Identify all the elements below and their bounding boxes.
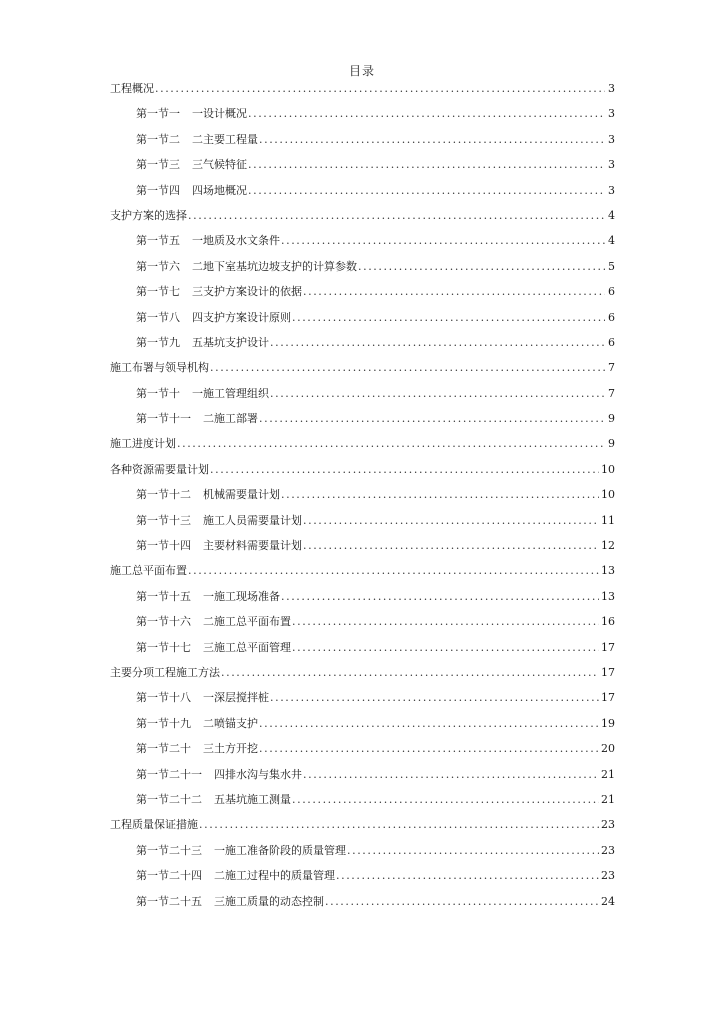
toc-entry-page-number: 24 (601, 894, 615, 908)
toc-entry-page-number: 21 (601, 792, 615, 806)
toc-entry-page-number: 17 (601, 640, 615, 654)
toc-entry-section-number: 第一节十七 (136, 640, 191, 654)
toc-entry-title: 工程概况 (110, 82, 154, 95)
toc-entry-section-number: 第一节五 (136, 234, 180, 248)
toc-dot-leader (270, 387, 605, 400)
toc-entry-title: 二地下室基坑边坡支护的计算参数 (192, 259, 357, 273)
toc-dot-leader (259, 717, 599, 730)
toc-entry-page-number: 10 (601, 462, 615, 476)
toc-entry-page-number: 3 (608, 132, 615, 146)
toc-entry-page-number: 9 (608, 437, 615, 451)
toc-dot-leader (248, 107, 605, 120)
toc-entry-page-number: 17 (601, 691, 615, 705)
toc-section-entry[interactable] (110, 842, 615, 867)
toc-dot-leader (199, 818, 599, 831)
toc-dot-leader (292, 311, 605, 324)
toc-section-entry[interactable] (110, 410, 615, 435)
toc-entry-title: 四排水沟与集水井 (214, 767, 302, 781)
toc-dot-leader (155, 82, 605, 95)
toc-entry-page-number: 7 (608, 361, 615, 375)
toc-entry-section-number: 第一节八 (136, 310, 180, 324)
toc-entry-title: 一施工管理组织 (192, 386, 269, 400)
toc-dot-leader (292, 641, 599, 654)
toc-entry-page-number: 23 (601, 818, 615, 832)
toc-entry-page-number: 23 (601, 869, 615, 883)
toc-entry-title: 一深层搅拌桩 (203, 691, 269, 705)
toc-entry-page-number: 6 (608, 310, 615, 324)
toc-entry-title: 二主要工程量 (192, 132, 258, 146)
toc-dot-leader (270, 336, 605, 349)
toc-dot-leader (325, 895, 599, 908)
toc-section-entry[interactable] (110, 156, 615, 181)
toc-dot-leader (210, 463, 599, 476)
toc-entry-title: 五基坑支护设计 (192, 335, 269, 349)
toc-section-entry[interactable] (110, 766, 615, 791)
toc-entry-title: 二施工部署 (203, 412, 258, 426)
toc-entry-page-number: 3 (608, 158, 615, 172)
toc-dot-leader (259, 412, 605, 425)
toc-entry-section-number: 第一节二十 (136, 742, 191, 756)
toc-dot-leader (347, 844, 599, 857)
toc-entry-title: 三气候特征 (192, 158, 247, 172)
toc-entry-page-number: 9 (608, 412, 615, 426)
toc-section-entry[interactable] (110, 105, 615, 130)
toc-dot-leader (259, 742, 599, 755)
toc-entry-page-number: 17 (601, 665, 615, 679)
toc-chapter-entry[interactable] (110, 207, 615, 232)
toc-entry-section-number: 第一节二十五 (136, 894, 202, 908)
toc-entry-title: 主要分项工程施工方法 (110, 665, 220, 679)
toc-entry-section-number: 第一节二 (136, 132, 180, 146)
toc-dot-leader (188, 564, 599, 577)
toc-entry-section-number: 第一节十一 (136, 412, 191, 426)
toc-dot-leader (303, 539, 599, 552)
toc-chapter-entry[interactable] (110, 80, 615, 105)
toc-entry-section-number: 第一节四 (136, 183, 180, 197)
toc-entry-page-number: 19 (601, 716, 615, 730)
toc-entry-section-number: 第一节十二 (136, 488, 191, 502)
toc-dot-leader (248, 184, 605, 197)
toc-section-entry[interactable] (110, 791, 615, 816)
toc-section-entry[interactable] (110, 867, 615, 892)
toc-dot-leader (292, 615, 599, 628)
toc-section-entry[interactable] (110, 258, 615, 283)
toc-dot-leader (303, 514, 599, 527)
toc-entry-section-number: 第一节九 (136, 335, 180, 349)
toc-dot-leader (303, 768, 599, 781)
toc-entry-title: 施工总平面布置 (110, 564, 187, 578)
toc-entry-section-number: 第一节六 (136, 259, 180, 273)
toc-entry-section-number: 第一节三 (136, 158, 180, 172)
toc-entry-section-number: 第一节十九 (136, 716, 191, 730)
toc-entry-section-number: 第一节十 (136, 386, 180, 400)
toc-entry-title: 施工人员需要量计划 (203, 513, 302, 527)
toc-dot-leader (336, 869, 599, 882)
toc-section-entry[interactable] (110, 639, 615, 664)
toc-entry-section-number: 第一节十五 (136, 589, 191, 603)
toc-section-entry[interactable] (110, 182, 615, 207)
page-title: 目录 (348, 64, 375, 78)
toc-entry-section-number: 第一节十四 (136, 539, 191, 553)
toc-entry-page-number: 13 (601, 564, 615, 578)
toc-entry-section-number: 第一节七 (136, 285, 180, 299)
toc-entry-title: 一设计概况 (192, 107, 247, 121)
toc-entry-page-number: 7 (608, 386, 615, 400)
toc-section-entry[interactable] (110, 689, 615, 714)
toc-entry-title: 一施工现场准备 (203, 589, 280, 603)
toc-entry-title: 四支护方案设计原则 (192, 310, 291, 324)
toc-section-entry[interactable] (110, 893, 615, 918)
toc-chapter-entry[interactable] (110, 435, 615, 460)
toc-section-entry[interactable] (110, 613, 615, 638)
toc-dot-leader (281, 590, 599, 603)
toc-dot-leader (210, 361, 605, 374)
toc-chapter-entry[interactable] (110, 562, 615, 587)
toc-section-entry[interactable] (110, 512, 615, 537)
toc-entry-page-number: 6 (608, 285, 615, 299)
toc-section-entry[interactable] (110, 486, 615, 511)
toc-entry-page-number: 20 (601, 742, 615, 756)
toc-entry-section-number: 第一节二十一 (136, 767, 202, 781)
toc-section-entry[interactable] (110, 740, 615, 765)
toc-entry-section-number: 第一节二十二 (136, 792, 202, 806)
toc-chapter-entry[interactable] (110, 816, 615, 841)
toc-entry-title: 各种资源需要量计划 (110, 462, 209, 476)
toc-entry-title: 机械需要量计划 (203, 488, 280, 502)
toc-entry-title: 五基坑施工测量 (214, 792, 291, 806)
toc-entry-title: 一地质及水文条件 (192, 234, 280, 248)
toc-dot-leader (358, 260, 605, 273)
toc-entry-page-number: 3 (608, 183, 615, 197)
toc-section-entry[interactable] (110, 537, 615, 562)
toc-dot-leader (292, 793, 599, 806)
toc-entry-page-number: 11 (601, 513, 615, 527)
toc-entry-section-number: 第一节一 (136, 107, 180, 121)
toc-chapter-entry[interactable] (110, 359, 615, 384)
toc-dot-leader (259, 133, 605, 146)
toc-dot-leader (248, 158, 605, 171)
toc-entry-page-number: 16 (601, 615, 615, 629)
toc-entry-title: 二喷锚支护 (203, 716, 258, 730)
toc-chapter-entry[interactable] (110, 664, 615, 689)
toc-dot-leader (221, 666, 599, 679)
toc-entry-page-number: 3 (608, 82, 615, 95)
toc-entry-title: 三施工总平面管理 (203, 640, 291, 654)
toc-dot-leader (303, 285, 605, 298)
toc-chapter-entry[interactable] (110, 461, 615, 486)
toc-entry-section-number: 第一节十八 (136, 691, 191, 705)
toc-entry-title: 二施工总平面布置 (203, 615, 291, 629)
toc-entry-page-number: 4 (608, 234, 615, 248)
toc-entry-title: 施工进度计划 (110, 437, 176, 451)
toc-entry-page-number: 12 (601, 539, 615, 553)
toc-dot-leader (188, 209, 605, 222)
toc-dot-leader (177, 437, 605, 450)
toc-section-entry[interactable] (110, 131, 615, 156)
toc-dot-leader (270, 691, 599, 704)
toc-section-entry[interactable] (110, 334, 615, 359)
toc-entry-section-number: 第一节十三 (136, 513, 191, 527)
toc-section-entry[interactable] (110, 309, 615, 334)
toc-entry-page-number: 13 (601, 589, 615, 603)
toc-entry-title: 一施工准备阶段的质量管理 (214, 843, 346, 857)
toc-entry-page-number: 6 (608, 335, 615, 349)
toc-entry-title: 三土方开挖 (203, 742, 258, 756)
toc-entry-title: 施工布署与领导机构 (110, 361, 209, 375)
toc-entry-title: 二施工过程中的质量管理 (214, 869, 335, 883)
toc-entry-page-number: 23 (601, 843, 615, 857)
table-of-contents (110, 80, 615, 918)
toc-section-entry[interactable] (110, 283, 615, 308)
toc-section-entry[interactable] (110, 588, 615, 613)
toc-section-entry[interactable] (110, 715, 615, 740)
toc-section-entry[interactable] (110, 385, 615, 410)
toc-entry-page-number: 4 (608, 208, 615, 222)
toc-entry-page-number: 3 (608, 107, 615, 121)
toc-entry-section-number: 第一节二十四 (136, 869, 202, 883)
toc-entry-page-number: 21 (601, 767, 615, 781)
toc-entry-section-number: 第一节二十三 (136, 843, 202, 857)
toc-entry-title: 支护方案的选择 (110, 208, 187, 222)
toc-dot-leader (281, 234, 605, 247)
toc-entry-section-number: 第一节十六 (136, 615, 191, 629)
toc-entry-title: 四场地概况 (192, 183, 247, 197)
toc-entry-page-number: 10 (601, 488, 615, 502)
toc-entry-title: 主要材料需要量计划 (203, 539, 302, 553)
toc-entry-title: 三支护方案设计的依据 (192, 285, 302, 299)
toc-dot-leader (281, 488, 599, 501)
toc-entry-page-number: 5 (608, 259, 615, 273)
toc-entry-title: 三施工质量的动态控制 (214, 894, 324, 908)
toc-section-entry[interactable] (110, 232, 615, 257)
toc-entry-title: 工程质量保证措施 (110, 818, 198, 832)
